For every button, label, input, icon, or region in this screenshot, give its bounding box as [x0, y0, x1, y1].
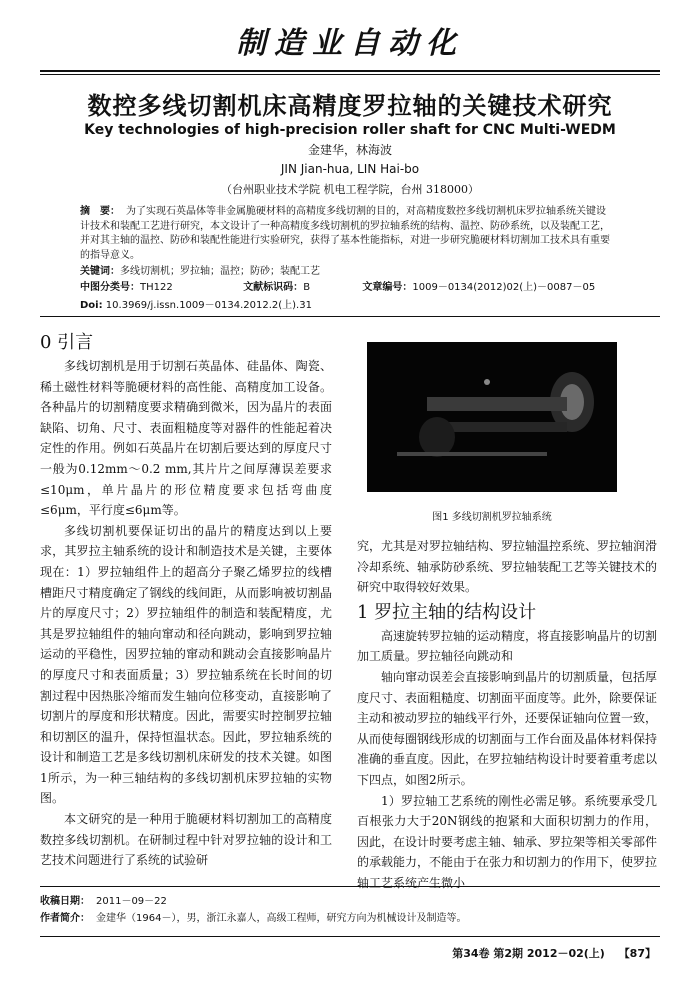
header-rule-thin: [40, 74, 660, 75]
header-rule: [40, 70, 660, 72]
journal-masthead: 制造业自动化: [236, 26, 464, 61]
right-continuation: 究，尤其是对罗拉轴结构、罗拉轴温控系统、罗拉轴润滑冷却系统、轴承防砂系统、罗拉轴装配工艺等关键技术的研究中取得较好效果。: [357, 539, 658, 595]
section-1-heading: 1 罗拉主轴的结构设计: [357, 601, 537, 623]
section-1-paragraph-1: 高速旋转罗拉轴的运动精度，将直接影响晶片的切割加工质量。罗拉轴径向跳动和: [357, 628, 658, 664]
doi-line: [80, 296, 640, 311]
figure-1-caption: 图1 多线切割机罗拉轴系统: [432, 512, 552, 523]
article-title-cn: 数控多线切割机床高精度罗拉轴的关键技术研究: [87, 91, 613, 120]
abstract-rule: [40, 316, 660, 317]
doccode-label: 文献标识码：: [243, 282, 304, 293]
received-value: 2011－09－22: [96, 896, 167, 907]
footnote-rule: [40, 886, 660, 887]
affiliation: （台州职业技术学院 机电工程学院，台州 318000）: [221, 183, 479, 196]
authors-cn: 金建华，林海波: [307, 143, 392, 157]
clc-label: 中图分类号：: [80, 282, 140, 293]
section-1-paragraph-2: 轴向窜动误差会直接影响到晶片的切割质量，包括厚度尺寸、表面粗糙度、切割面平面度等。此外，除要保证主动和被动罗拉的轴线平行外，还要保证轴向位置一致，从而使每圈钢线形成的切割面与工作台面及晶体材料保持准确的垂直度。因此，在罗拉轴结构设计时要着重考虑以下四点，如图2所示。: [357, 669, 658, 787]
keywords-label: 关键词：: [80, 266, 120, 277]
article-title-en: Key technologies of high-precision roller shaft for CNC Multi-WEDM: [84, 122, 616, 138]
authors-en: JIN Jian-hua, LIN Hai-bo: [280, 162, 420, 176]
section-0-paragraph-1: 多线切割机是用于切割石英晶体、硅晶体、陶瓷、稀土磁性材料等脆硬材料的高性能、高精度加工设备。各种晶片的切割精度要求精确到微米，因为晶片的表面缺陷、切角、尺寸、表面粗糙度等对器件的性能起着决定性的作用。例如石英晶片在切割后要达到的厚度尺寸一般为0.12mm～0.2 mm,其片片之间厚薄误差要求≤10μm，单片晶片的形位精度要求包括弯曲度≤6μm，平行度≤6μm等。: [40, 359, 332, 518]
author-bio-line: [40, 910, 660, 927]
author-bio-value: 金建华（1964－），男，浙江永嘉人，高级工程师，研究方向为机械设计及制造等。: [96, 913, 467, 924]
abstract-label: 摘 要：: [80, 206, 120, 217]
section-0-paragraph-3: 本文研究的是一种用于脆硬材料切割加工的高精度数控多线切割机。在研制过程中针对罗拉轴的设计和工艺技术问题进行了系统的试验研: [40, 812, 332, 868]
doccode-value: B: [303, 282, 311, 293]
section-1-paragraph-3: 1）罗拉轴工艺系统的刚性必需足够。系统要承受几百根张力大于20N钢线的抱紧和大面积切割力的作用，因此，在设计时要考虑主轴、轴承、罗拉架等相关零部件的承载能力，不能由于在张力和切割力的作用下，使罗拉轴工艺系统产生微小: [357, 793, 658, 890]
section-0-paragraph-2: 多线切割机要保证切出的晶片的精度达到以上要求，其罗拉主轴系统的设计和制造技术是关键，主要体现在：1）罗拉轴组件上的超高分子聚乙烯罗拉的线槽槽距尺寸精度确定了钢线的线间距，从而影响被切割晶片的厚度尺寸；2）罗拉轴组件的制造和装配精度，尤其是罗拉轴组件的轴向窜动和径向跳动，影响到罗拉轴运动的平稳性，因罗拉轴的窜动和跳动会直接影响晶片的厚度尺寸和表面质量；3）罗拉轴系统在长时间的切割过程中因热胀冷缩而发生轴向位移变动，直接影响了切割片的厚度和形状精度。因此，需要实时控制罗拉轴和切割区的温升，保持恒温状态。因此，罗拉轴系统的设计和制造工艺是多线切割机床研发的技术关键。如图1所示，为一种三轴结构的多线切割机床罗拉轴的实物图。: [40, 523, 332, 806]
abstract-text: 为了实现石英晶体等非金属脆硬材料的高精度多线切割的目的，对高精度数控多线切割机床罗拉轴系统关键设计技术和装配工艺进行研究，本文设计了一种高精度多线切割机的罗拉轴系统的结构、温控、防砂系统，以及装配工艺，并对其主轴的温控、防砂和装配性能进行实验研究，获得了基本性能指标，对进一步研究脆硬材料切割加工技术具有重要的指导意义。: [80, 206, 610, 261]
articleno-value: 1009－0134(2012)02(上)－0087－05: [412, 282, 596, 293]
doi-value: 10.3969/j.issn.1009－0134.2012.2(上).31: [105, 300, 312, 311]
clc-value: TH122: [140, 282, 173, 293]
keywords: [80, 262, 640, 277]
page-footer: [452, 945, 656, 961]
roller-shaft-photo-icon: [367, 342, 617, 492]
classification-row: [80, 278, 640, 293]
bottom-rule: [40, 936, 660, 937]
abstract: [80, 205, 610, 263]
footnote: [40, 893, 660, 927]
author-bio-label: 作者简介：: [40, 913, 90, 924]
left-column: [40, 330, 332, 871]
page-number: 【87】: [618, 947, 656, 960]
keywords-text: 多线切割机；罗拉轴；温控；防砂；装配工艺: [120, 266, 320, 277]
section-0-heading: 0 引言: [40, 332, 94, 353]
received-line: [40, 893, 660, 910]
right-column: [357, 536, 657, 894]
figure-1-photo: [367, 342, 617, 492]
doi-label: Doi:: [80, 300, 103, 311]
received-label: 收稿日期：: [40, 896, 90, 907]
issue-info: 第34卷 第2期 2012－02(上): [452, 947, 605, 960]
articleno-label: 文章编号：: [362, 282, 413, 293]
